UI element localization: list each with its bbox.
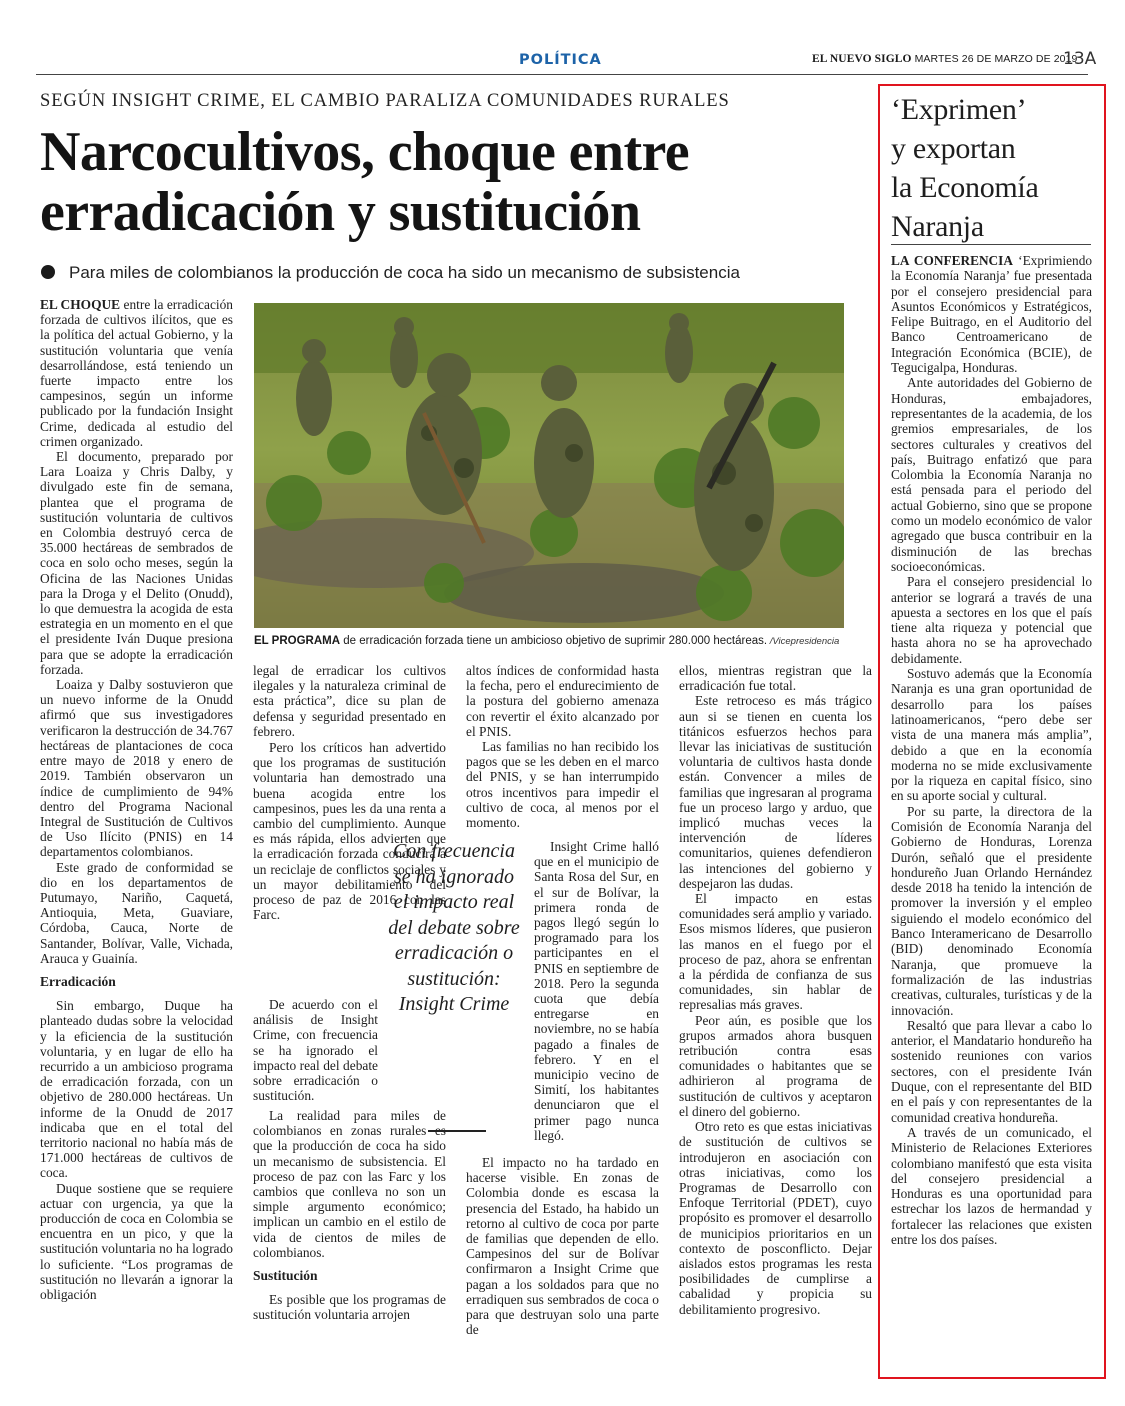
paragraph-text: entre la erradicación forzada de cultivos ilícitos, que es la política del actual Gobierno, y la sustitución voluntaria que venía desarrollándose, está teniendo un fuerte impacto entre los campesinos, según un informe publicado por la fundación Insight Crime, dedicada al estudio del crimen organizado.: [40, 297, 233, 449]
article-headline: Narcocultivos, choque entre erradicación y sustitución: [40, 121, 689, 243]
paragraph: Loaiza y Dalby sostuvieron que un nuevo informe de la Onudd afirmó que sus investigadores verificaron la destrucción de 34.767 hectáreas de plantaciones de coca entre mayo de 2018 y enero de 2019. También observaron un índice de cumplimiento de 94% dentro del Programa Nacional Integral de Sustitución de Cultivos de Uso Ilícito (PNIS) en 14 departamentos colombianos.: [40, 677, 233, 860]
subheading-sustitucion: Sustitución: [253, 1268, 318, 1284]
subheading-erradicacion: Erradicación: [40, 973, 116, 989]
issue-date: MARTES 26 DE MARZO DE 2019: [914, 53, 1078, 65]
article-column-3: [466, 663, 659, 830]
pull-quote: Con frecuencia se ha ignorado el impacto real del debate sobre erradicación o sustitución: Insight Crime: [388, 840, 520, 1015]
article-subhead: [41, 263, 740, 283]
paragraph: Resaltó que para llevar a cabo lo anterior, el Mandatario hondureño ha sostenido reuniones con varios sectores, con el presidente Iván Duque, con el representante del BID en el país y con representantes de la comunidad creativa hondureña.: [891, 1017, 1092, 1125]
paragraph: legal de erradicar los cultivos ilegales y la naturaleza criminal de esta práctica”, dice su plan de defensa y seguridad presentado en febrero.: [253, 663, 446, 739]
soldiers-photo-illustration: [254, 303, 844, 628]
paragraph: Peor aún, es posible que los grupos armados ahora busquen retribución contra esas comunidades o habitantes que se adhirieron al programa de sustitución de cultivos y aceptaron el dinero del gobierno.: [679, 1012, 872, 1119]
sidebar-title-line: y exportan: [891, 132, 1016, 165]
sidebar-title-line: Naranja: [891, 210, 984, 243]
header-divider: [36, 74, 1088, 75]
paragraph: Es posible que los programas de sustitución voluntaria arrojen: [253, 1292, 446, 1323]
sidebar-title-line: ‘Exprimen’: [891, 93, 1027, 126]
pull-quote-rule: [428, 1130, 486, 1132]
paragraph: Este grado de conformidad se dio en los departamentos de Putumayo, Nariño, Caquetá, Antioquia, Meta, Guaviare, Córdoba, Cauca, Norte de Santander, Bolívar, Valle, Vichada, Arauca y Guainía.: [40, 859, 233, 966]
paragraph: De acuerdo con el análisis de Insight Crime, con frecuencia se ha ignorado el impacto real del debate sobre erradicación o sustitución.: [253, 997, 378, 1104]
article-lead-words: EL CHOQUE: [40, 297, 121, 312]
paragraph: La realidad para miles de colombianos en zonas rurales es que la producción de coca ha sido un mecanismo de subsistencia. El proceso de paz con las Farc y los cambios que conlleva no son un simple argumento económico; implican un cambio en el estilo de vida de cientos de miles de colombianos.: [253, 1108, 446, 1260]
section-label: POLÍTICA: [519, 52, 602, 68]
subhead-text: Para miles de colombianos la producción de coca ha sido un mecanismo de subsistencia: [69, 263, 740, 282]
article-photo: [254, 303, 844, 628]
paragraph: Para el consejero presidencial lo anterior se logrará a través de una apuesta a sectores en los que el país tiene alta riqueza y potencial que hasta ahora no se ha aprovechado debidamente.: [891, 574, 1092, 666]
caption-lead: EL PROGRAMA: [254, 635, 341, 647]
paragraph: Ante autoridades del Gobierno de Honduras, embajadores, representantes de la academia, de los gremios empresariales, de los sectores culturales y creativos del país, Buitrago enfatizó que para Colombia la Economía Naranja no está pensada para el periodo del actual Gobierno, sino que se propone como un modelo económico de valor agregado que busca contribuir en la disminución de las brechas socioeconómicas.: [891, 375, 1092, 574]
paragraph: [891, 253, 1092, 375]
article-column-2-bottom: [253, 1108, 446, 1323]
paragraph-text: ‘Exprimiendo la Economía Naranja’ fue presentada por el consejero presidencial para Asuntos Económicos y Estratégicos, Felipe Buitrago, en el Auditorio del Banco Centroamericano de Integración Económica (BCIE), de Tegucigalpa, Honduras.: [891, 253, 1092, 376]
caption-text: de erradicación forzada tiene un ambicioso objetivo de suprimir 280.000 hectáreas.: [340, 635, 768, 647]
paragraph: A través de un comunicado, el Ministerio de Relaciones Exteriores colombiano manifestó que esta visita del consejero presidencial a Honduras es una oportunidad para estrechar los lazos de hermandad y fortalecer las relaciones que existen entre los dos países.: [891, 1124, 1092, 1247]
article-column-2-narrow: [253, 997, 378, 1103]
paragraph: Duque sostiene que se requiere actuar con urgencia, ya que la producción de coca en Colombia se encuentra en un pico, y que la sustitución voluntaria no ha logrado lo suficiente. “Los programas de sustitución no llevarán a ignorar la obligación: [40, 1180, 233, 1302]
sidebar-lead-words: LA CONFERENCIA: [891, 253, 1013, 268]
paragraph: [40, 297, 233, 449]
paragraph: altos índices de conformidad hasta la fecha, pero el endurecimiento de la postura del gobierno amenaza con revertir el éxito alcanzado por el PNIS.: [466, 663, 659, 739]
sidebar-divider: [891, 244, 1091, 245]
article-kicker: SEGÚN INSIGHT CRIME, EL CAMBIO PARALIZA COMUNIDADES RURALES: [40, 91, 730, 111]
bullet-icon: [41, 265, 55, 279]
paragraph: Sostuvo además que la Economía Naranja es una gran oportunidad de desarrollo para los países latinoamericanos, “pero debe ser vista de una manera más amplia”, debido a que en la economía moderna no se mide exclusivamente por la riqueza en capital físico, sino en su aporte social y cultural.: [891, 666, 1092, 804]
article-column-2-top: [253, 663, 446, 739]
paragraph: Otro reto es que estas iniciativas de sustitución de cultivos se introdujeron en asociación con otras iniciativas, como los Programas de Desarrollo con Enfoque Territorial (PDET), cuyo propósito es promover el desarrollo de municipios prioritarios en un contexto de posconflicto. Dejar aislados estos programas les resta posibilidades de cumplirse a cabalidad y propicia su debilitamiento progresivo.: [679, 1119, 872, 1317]
paragraph: El documento, preparado por Lara Loaiza y Chris Dalby, y divulgado este fin de semana, plantea que el programa de sustitución voluntaria de cultivos en Colombia destruyó cerca de 35.000 hectáreas de sembrados de coca en solo ocho meses, según la Oficina de las Naciones Unidas para la Droga y el Delito (Onudd), lo que demuestra la acogida de esta estrategia en un momento en el que el presidente Iván Duque presiona para que se adopte la erradicación forzada.: [40, 449, 233, 677]
photo-credit: /Vicepresidencia: [767, 636, 840, 647]
photo-caption: [254, 635, 854, 647]
article-column-3-bottom: [466, 1155, 659, 1337]
article-column-4: [679, 663, 872, 1317]
sidebar-title-line: la Economía: [891, 171, 1039, 204]
page-number: 13A: [1063, 49, 1097, 69]
masthead: [812, 53, 1077, 65]
article-column-1: [40, 297, 233, 1302]
paragraph: ellos, mientras registran que la erradicación fue total.: [679, 663, 872, 694]
paragraph: Insight Crime halló que en el municipio de Santa Rosa del Sur, en el sur de Bolívar, la primera ronda de pagos llegó según lo programado para los participantes en el PNIS en septiembre de 2018. Pero la segunda cuota que debía entregarse en noviembre, no se había pagado a finales de febrero. Y en el municipio vecino de Simití, los habitantes denunciaron que el primer pago nunca llegó.: [534, 839, 659, 1143]
paragraph: El impacto en estas comunidades será amplio y variado. Esos mismos líderes, que pusieron las manos en el fuego por el proceso de paz, ahora se enfrentan a la pérdida de confianza de sus comunidades, sin hablar de represalias más graves.: [679, 891, 872, 1013]
paragraph: Las familias no han recibido los pagos que se les deben en el marco del PNIS, y se han interrumpido otros incentivos para impedir el cultivo de coca, al menos por el momento.: [466, 739, 659, 831]
paragraph: Este retroceso es más trágico aun si se tienen en cuenta los titánicos esfuerzos hechos para llevar las iniciativas de sustitución voluntaria de cultivos hasta donde están. Convencer a miles de familias que ingresaran al programa fue un proceso largo y arduo, que implicó muchas veces la intervención de líderes comunitarios, quienes defendieron las intenciones del gobierno y despejaron las dudas.: [679, 693, 872, 891]
sidebar-title: [891, 90, 1091, 246]
article-column-3-narrow: [534, 839, 659, 1143]
paragraph: Por su parte, la directora de la Comisión de Economía Naranja del Gobierno de Honduras, Lorenza Durón, señaló que el presidente hondureño Juan Orlando Hernández desde 2018 ha tenido la intención de promover la inversión y el empleo siguiendo el modelo económico del Banco Interamericano de Desarrollo (BID) denominado Economía Naranja, que promueve la formalización de las industrias creativas, culturales, turísticas y de la innovación.: [891, 803, 1092, 1018]
sidebar-body: [891, 253, 1092, 1247]
newspaper-name: EL NUEVO SIGLO: [812, 53, 912, 65]
paragraph: Pero los críticos han advertido que los programas de sustitución voluntaria han demostrado una buena acogida entre los campesinos, pues les da una renta a cambio del cumplimiento. Aunque es más rápida, ellos advierten que la erradicación forzada conducirá a un reciclaje de conflictos sociales y un mayor debilitamiento del proceso de paz de 2016 con las Farc.: [253, 740, 446, 923]
paragraph: El impacto no ha tardado en hacerse visible. En zonas de Colombia donde es escasa la presencia del Estado, ha habido un retorno al cultivo de coca por parte de familias que dependen de ello. Campesinos del sur de Bolívar confirmaron a Insight Crime que pagan a los soldados para que no erradiquen sus sembrados de coca o para que destruyan solo una parte de: [466, 1155, 659, 1338]
paragraph: Sin embargo, Duque ha planteado dudas sobre la velocidad y la eficiencia de la sustitución voluntaria, y en lugar de ello ha recurrido a un ambicioso programa de erradicación forzada, con un objetivo de 280.000 hectáreas. Un informe de la Onudd de 2017 indicaba que en el total del territorio nacional no había más de 171.000 hectáreas de cultivos de coca.: [40, 998, 233, 1181]
